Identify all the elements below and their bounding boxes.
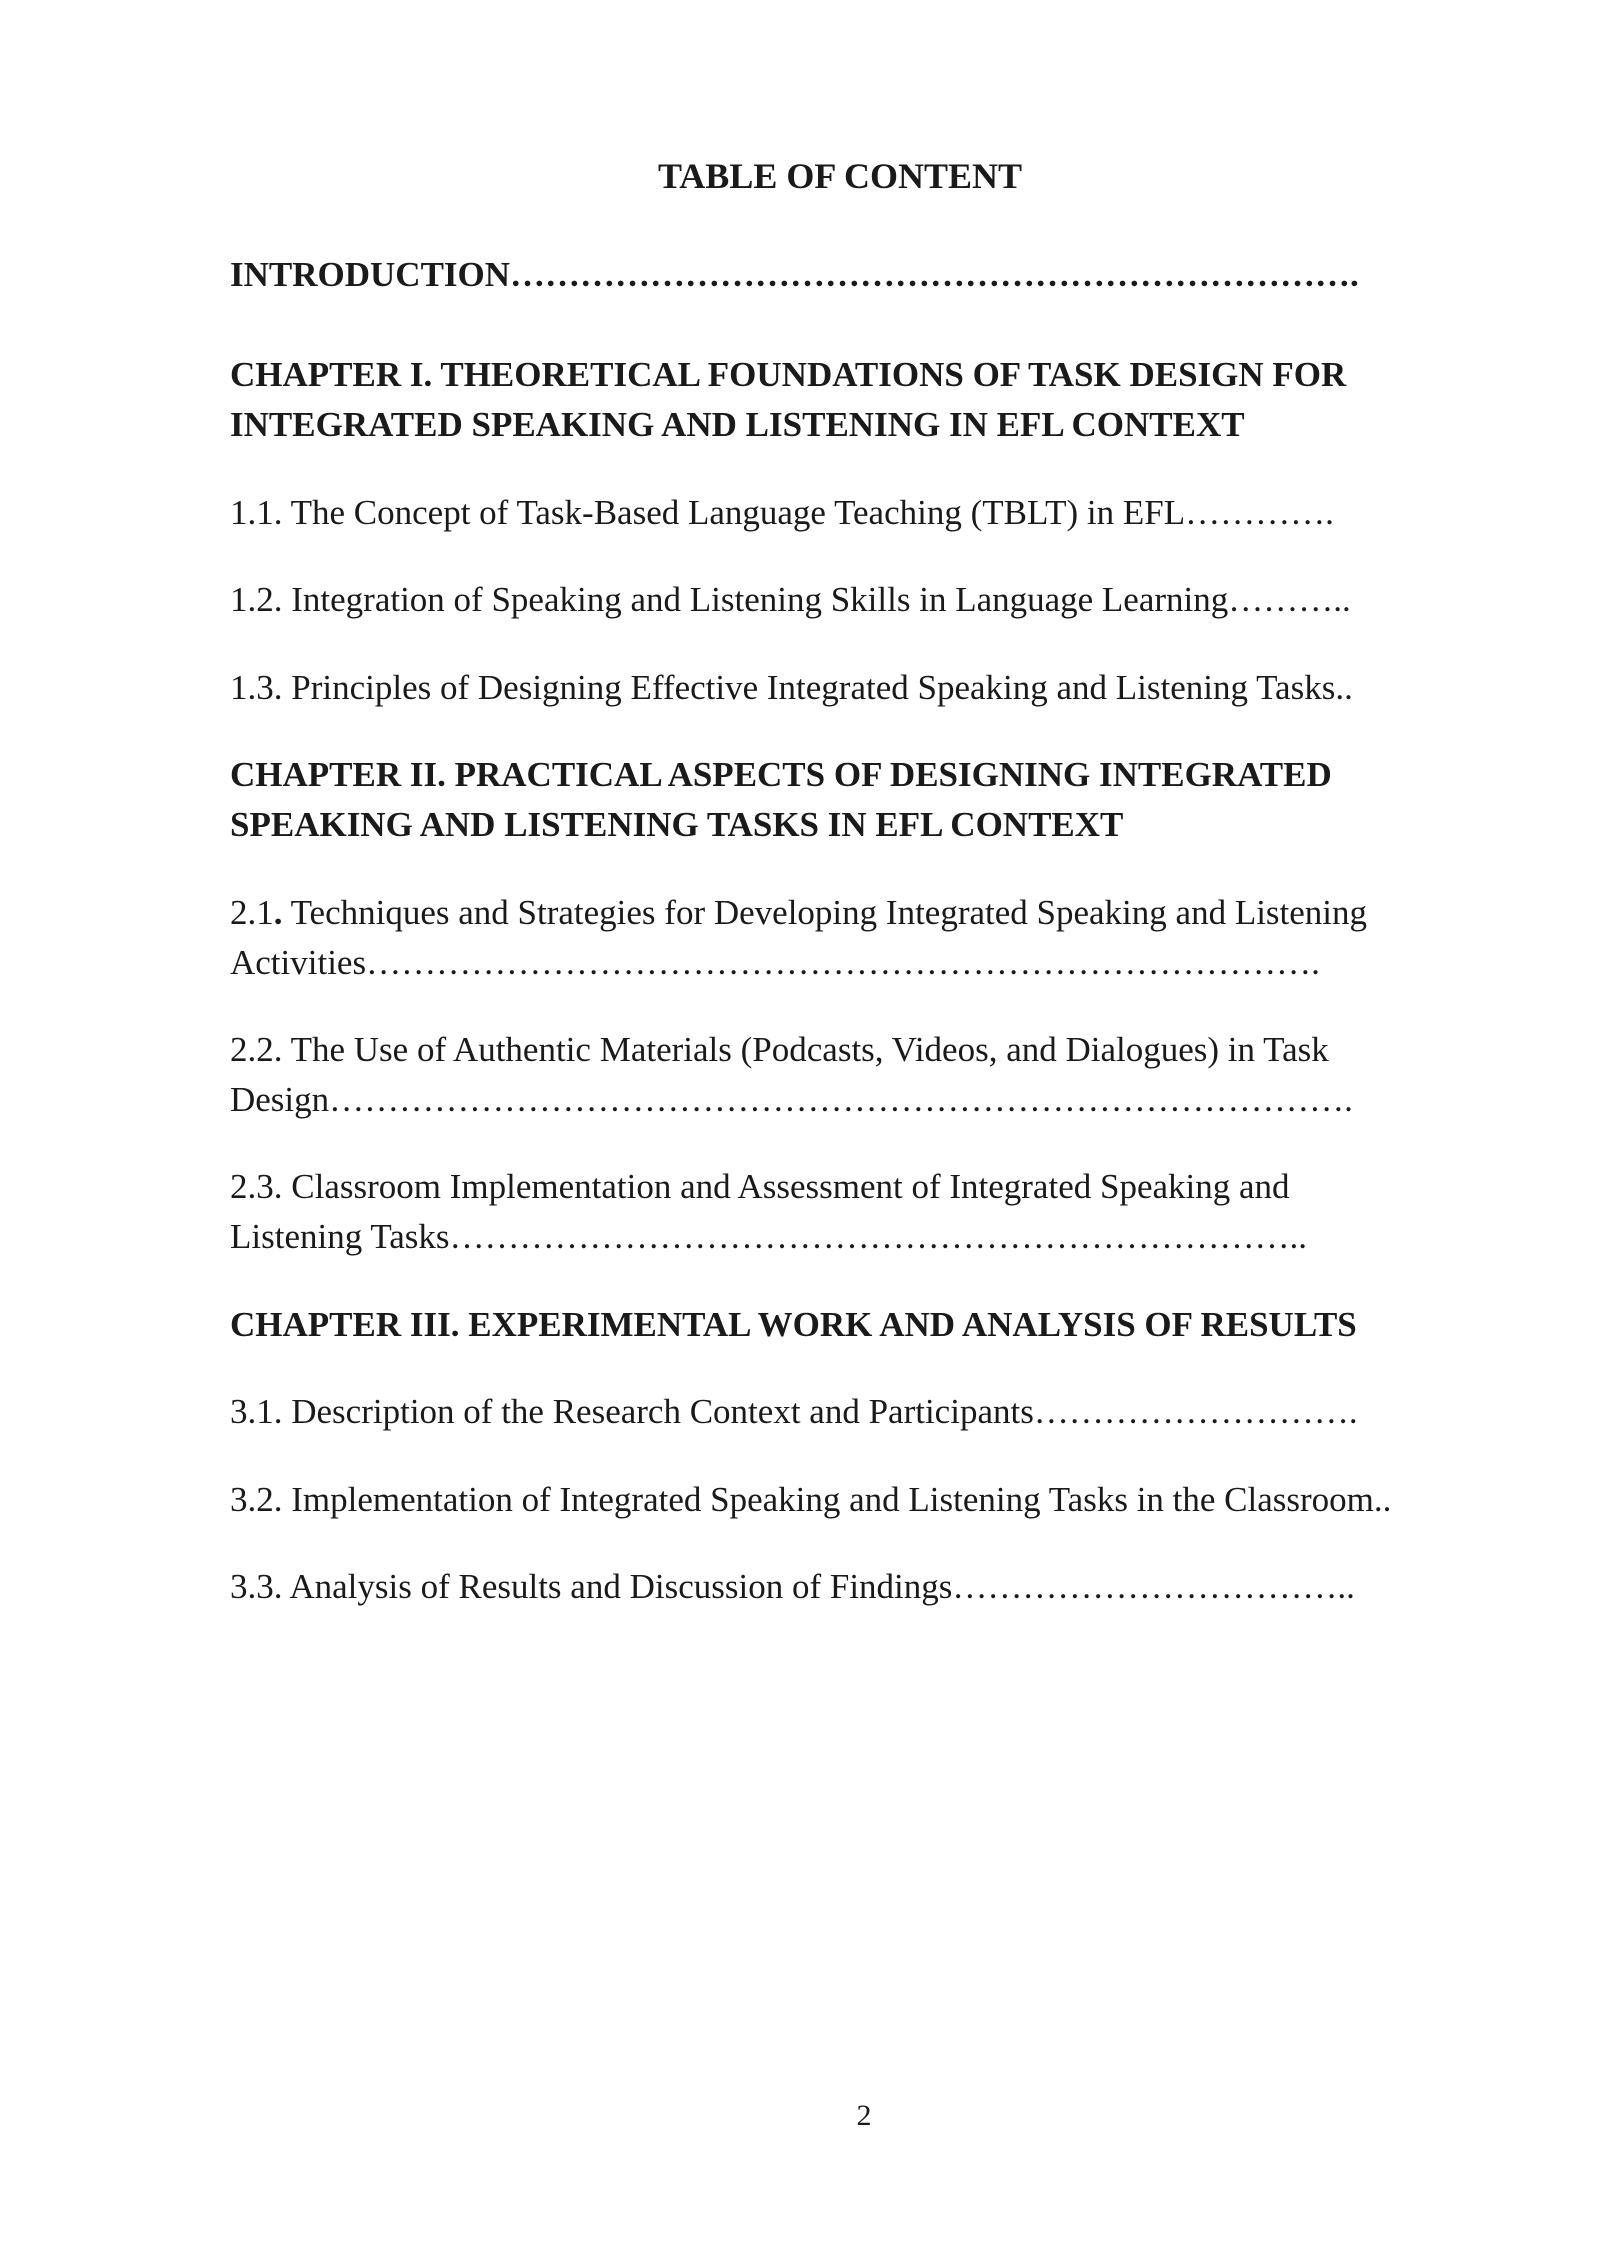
toc-entry-3-1: 3.1. Description of the Research Context and Participants………………………. bbox=[230, 1392, 1358, 1431]
toc-entry-2-1-line-1 bbox=[230, 888, 1367, 938]
chapter-1-heading-line-2: INTEGRATED SPEAKING AND LISTENING IN EFL CONTEXT bbox=[230, 405, 1245, 444]
toc-entry-3-2: 3.2. Implementation of Integrated Speaking and Listening Tasks in the Classroom.. bbox=[230, 1480, 1392, 1519]
toc-entry-1-3: 1.3. Principles of Designing Effective Integrated Speaking and Listening Tasks.. bbox=[230, 668, 1353, 707]
toc-entry-2-1-number: 2.1 bbox=[230, 893, 274, 932]
toc-entry-2-2-line-1: 2.2. The Use of Authentic Materials (Podcasts, Videos, and Dialogues) in Task bbox=[230, 1030, 1329, 1069]
page-number: 2 bbox=[856, 2099, 872, 2132]
toc-entry-1-1: 1.1. The Concept of Task-Based Language Teaching (TBLT) in EFL…………. bbox=[230, 493, 1334, 532]
chapter-1-heading-line-1: CHAPTER I. THEORETICAL FOUNDATIONS OF TASK DESIGN FOR bbox=[230, 355, 1347, 394]
toc-entry-2-3-line-1: 2.3. Classroom Implementation and Assessment of Integrated Speaking and bbox=[230, 1167, 1290, 1206]
toc-entry-2-1-text: Techniques and Strategies for Developing Integrated Speaking and Listening bbox=[282, 893, 1368, 932]
toc-entry-1-2: 1.2. Integration of Speaking and Listening Skills in Language Learning……….. bbox=[230, 580, 1351, 619]
toc-entry-2-1-line-2: Activities………………………………………………………………………. bbox=[230, 943, 1320, 982]
toc-entry-introduction: INTRODUCTION………………………………………………………………. bbox=[230, 255, 1359, 294]
toc-entry-2-2-line-2: Design……………………………………………………………………………. bbox=[230, 1080, 1353, 1119]
toc-title: TABLE OF CONTENT bbox=[657, 156, 1023, 196]
chapter-2-heading-line-2: SPEAKING AND LISTENING TASKS IN EFL CONTEXT bbox=[230, 805, 1124, 844]
toc-entry-3-3: 3.3. Analysis of Results and Discussion of Findings…………………………….. bbox=[230, 1567, 1355, 1606]
toc-entry-2-3-line-2: Listening Tasks……………………………………………………………….. bbox=[230, 1217, 1308, 1256]
chapter-3-heading: CHAPTER III. EXPERIMENTAL WORK AND ANALYSIS OF RESULTS bbox=[230, 1305, 1357, 1344]
toc-entry-2-1-bold-dot: . bbox=[273, 893, 283, 932]
chapter-2-heading-line-1: CHAPTER II. PRACTICAL ASPECTS OF DESIGNING INTEGRATED bbox=[230, 755, 1332, 794]
